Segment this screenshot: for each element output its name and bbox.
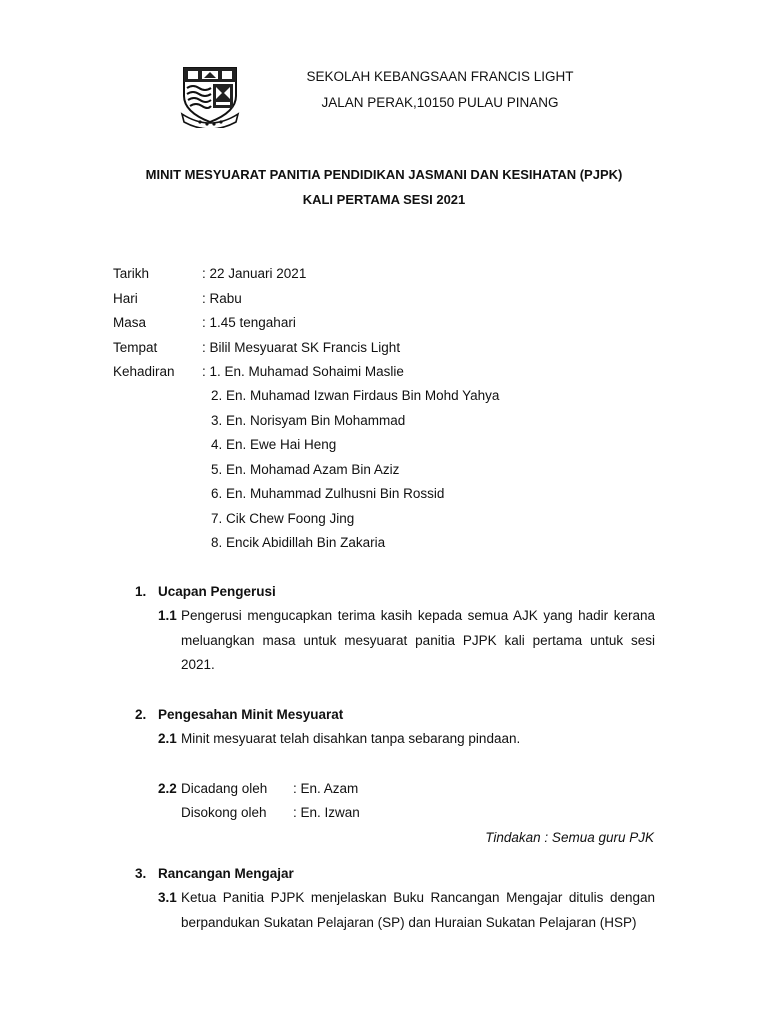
section-number: 3. <box>135 866 147 881</box>
info-label: Masa <box>113 315 147 330</box>
attendee-item: 6. En. Muhammad Zulhusni Bin Rossid <box>211 486 445 501</box>
item-text: Minit mesyuarat telah disahkan tanpa sebarang pindaan. <box>181 731 521 746</box>
section-title: Ucapan Pengerusi <box>158 584 276 599</box>
document-title: MINIT MESYUARAT PANITIA PENDIDIKAN JASMANI DAN KESIHATAN (PJPK) <box>145 167 623 182</box>
item-text: Ketua Panitia PJPK menjelaskan Buku Rancangan Mengajar ditulis dengan berpandukan Sukatan Pelajaran (SP) dan Huraian Sukatan Pelajaran (HSP) <box>181 890 655 930</box>
attendee-item: 7. Cik Chew Foong Jing <box>211 511 355 526</box>
info-label: Hari <box>113 291 138 306</box>
attendee-item: 4. En. Ewe Hai Heng <box>211 437 337 452</box>
info-label: Kehadiran <box>113 364 175 379</box>
section-number: 2. <box>135 707 147 722</box>
item-number: 3.1 <box>158 890 177 905</box>
action-note: Tindakan : Semua guru PJK <box>485 830 654 845</box>
info-label: Tarikh <box>113 266 150 281</box>
attendee-item: 3. En. Norisyam Bin Mohammad <box>211 413 406 428</box>
info-label: Tempat <box>113 340 158 355</box>
section-item-1-1 <box>158 604 655 678</box>
info-value: : 1. En. Muhamad Sohaimi Maslie <box>202 364 404 379</box>
attendee-item: 5. En. Mohamad Azam Bin Aziz <box>211 462 400 477</box>
section-item-2-1 <box>158 727 655 752</box>
seconded-value: : En. Izwan <box>293 805 360 820</box>
document-subtitle: KALI PERTAMA SESI 2021 <box>302 192 466 207</box>
item-number: 2.1 <box>158 731 177 746</box>
section-title: Rancangan Mengajar <box>158 866 294 881</box>
info-value: : Bilil Mesyuarat SK Francis Light <box>202 340 401 355</box>
school-crest-icon <box>180 62 240 128</box>
proposed-label: Dicadang oleh <box>181 781 268 796</box>
seconded-label: Disokong oleh <box>181 805 267 820</box>
info-value: : 1.45 tengahari <box>202 315 296 330</box>
section-item-3-1 <box>158 886 655 935</box>
attendee-item: 2. En. Muhamad Izwan Firdaus Bin Mohd Yahya <box>211 388 500 403</box>
section-title: Pengesahan Minit Mesyuarat <box>158 707 344 722</box>
proposed-value: : En. Azam <box>293 781 359 796</box>
item-text: Pengerusi mengucapkan terima kasih kepada semua AJK yang hadir kerana meluangkan masa untuk mesyuarat panitia PJPK kali pertama untuk sesi 2021. <box>181 608 655 672</box>
attendee-item: 8. Encik Abidillah Bin Zakaria <box>211 535 386 550</box>
section-number: 1. <box>135 584 147 599</box>
info-value: : 22 Januari 2021 <box>202 266 307 281</box>
school-address: JALAN PERAK,10150 PULAU PINANG <box>321 95 559 110</box>
info-value: : Rabu <box>202 291 242 306</box>
school-name: SEKOLAH KEBANGSAAN FRANCIS LIGHT <box>306 69 574 84</box>
item-number: 1.1 <box>158 608 177 623</box>
item-number: 2.2 <box>158 781 177 796</box>
